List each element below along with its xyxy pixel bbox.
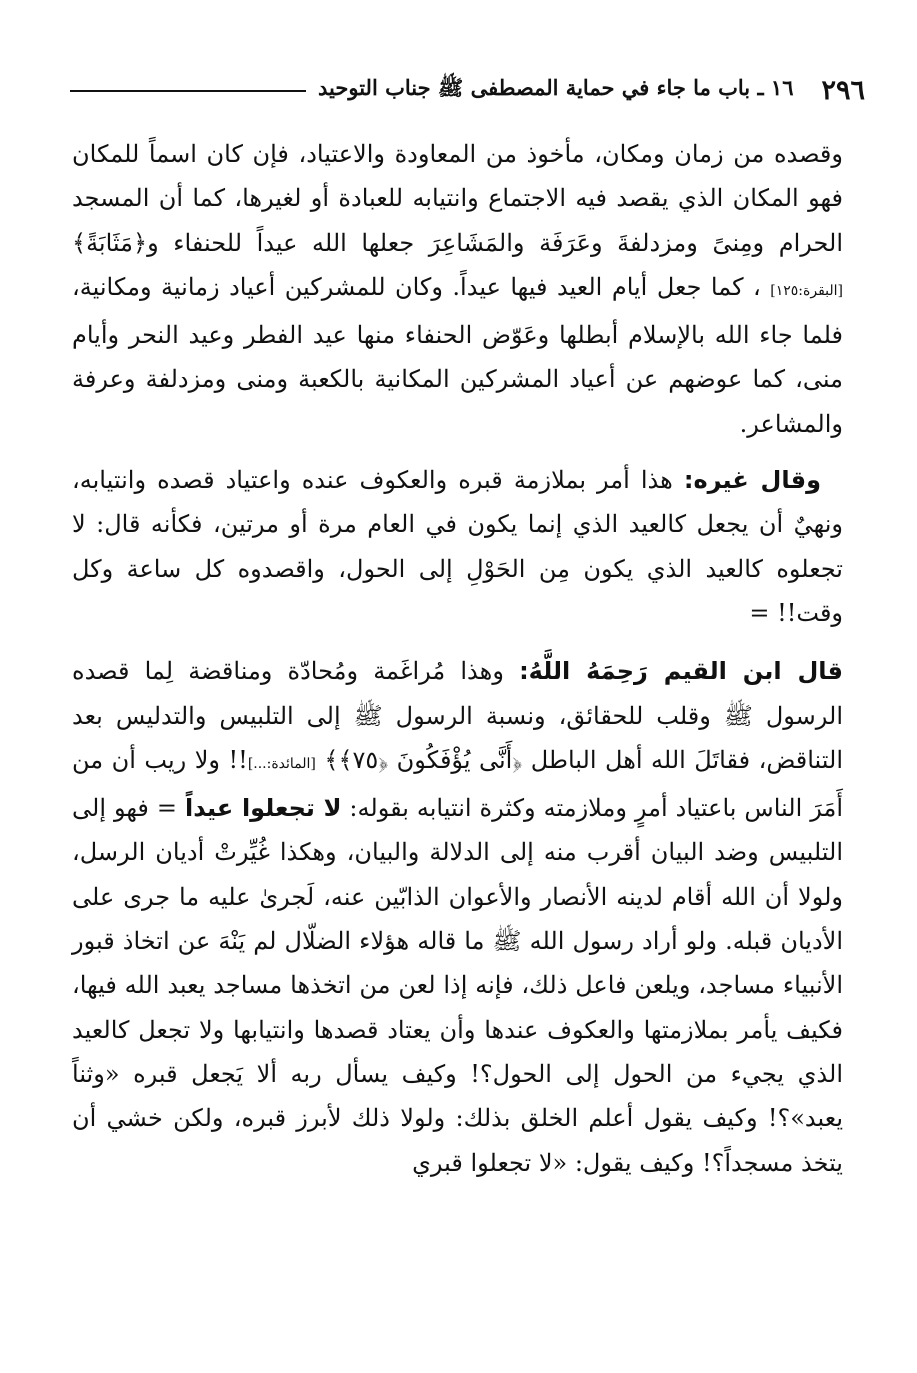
speaker-label: وقال غيره: — [683, 466, 821, 495]
emphasized-phrase: لا تجعلوا عيداً — [184, 794, 342, 823]
paragraph-3-text-a: وهذا مُراغَمة ومُحادّة ومناقضة لِما قصده الرسول ﷺ وقلب للحقائق، ونسبة الرسول ﷺ إلى التلبيس والتدليس بعد التناقض، فقاتَلَ الله أهل الباطل ﴿أَنَّى يُؤْفَكُونَ ﴿٧٥﴾﴾ — [72, 657, 843, 774]
paragraph-3 — [72, 649, 843, 1185]
paragraph-3-text-b: !! ولا ريب أن من أَمَرَ الناس باعتياد أمرٍ وملازمته وكثرة انتيابه بقوله: — [72, 745, 843, 823]
page-header — [70, 70, 865, 110]
paragraph-2 — [72, 458, 843, 635]
page-number: ٢٩٦ — [821, 74, 865, 106]
paragraph-1-text-a: وقصده من زمان ومكان، مأخوذ من المعاودة والاعتياد، فإن كان اسماً للمكان فهو المكان الذي يقصد فيه الاجتماع وانتيابه للعبادة أو لغيرها، كما أن المسجد الحرام ومِنىً ومزدلفةَ وعَرَفَة والمَشَاعِرَ جعلها الله عيداً للحنفاء و﴿مَثَابَةً﴾ — [72, 140, 843, 257]
paragraph-3-text-c: = فهو إلى التلبيس وضد البيان أقرب منه إلى الدلالة والبيان، وهكذا غُيِّرتْ أديان الرسل، ولولا أن الله أقام لدينه الأنصار والأعوان الذابّين عنه، لَجرىٰ عليه ما جرى على الأديان قبله. ولو أراد رسول الله ﷺ ما قاله هؤلاء الضلّال لم يَنْهَ عن اتخاذ قبور الأنبياء مساجد، ويلعن فاعل ذلك، فإنه إذا لعن من اتخذها مساجد يعبد الله فيها، فكيف يأمر بملازمتها والعكوف عندها وأن يعتاد قصدها وانتيابها ولا تجعل كالعيد الذي يجيء من الحول إلى الحول؟! وكيف يسأل ربه ألا يَجعل قبره «وثناً يعبد»؟! وكيف يقول أعلم الخلق بذلك: ولولا ذلك لأبرز قبره، ولكن خشي أن يتخذ مسجداً؟! وكيف يقول: «لا تجعلوا قبري — [72, 794, 843, 1177]
body-text — [72, 132, 843, 1199]
header-rule — [70, 90, 306, 92]
running-title: ١٦ ـ باب ما جاء في حماية المصطفى ﷺ جناب التوحيد — [318, 74, 794, 100]
speaker-label: قال ابن القيم رَحِمَهُ اللَّهُ: — [519, 657, 844, 686]
quran-reference: [المائدة:...] — [247, 755, 316, 772]
paragraph-1 — [72, 132, 843, 446]
paragraph-1-text-b: ، كما جعل أيام العيد فيها عيداً. وكان للمشركين أعياد زمانية ومكانية، فلما جاء الله بالإسلام أبطلها وعَوّض الحنفاء منها عيد الفطر وعيد النحر وأيام منى، كما عوضهم عن أعياد المشركين المكانية بالكعبة ومنى ومزدلفة وعرفة والمشاعر. — [72, 272, 843, 438]
quran-reference: [البقرة:١٢٥] — [770, 282, 843, 299]
paragraph-2-text: هذا أمر بملازمة قبره والعكوف عنده واعتياد قصده وانتيابه، ونهيٌ أن يجعل كالعيد الذي إنما يكون في العام مرة أو مرتين، فكأنه قال: لا تجعلوه كالعيد الذي يكون مِن الحَوْلِ إلى الحول، واقصدوه كل ساعة وكل وقت!! = — [72, 466, 843, 627]
